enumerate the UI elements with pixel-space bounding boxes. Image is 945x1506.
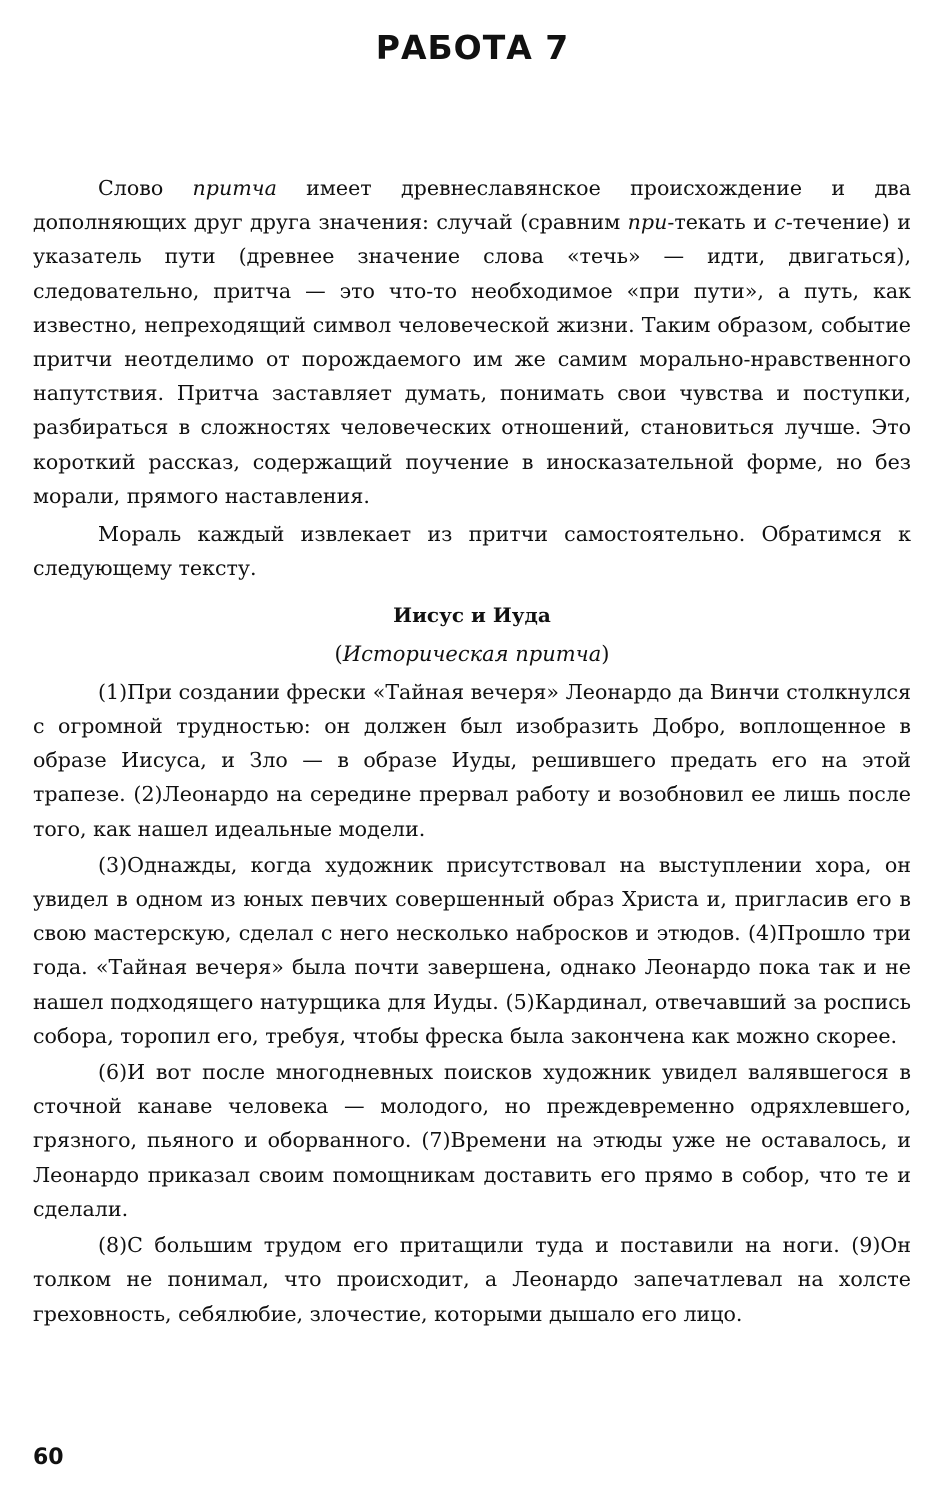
text-span: имеет древнеславянское происхождение и два дополняющих друг друга значения: случай (сравним <box>33 176 911 235</box>
text-span: Слово <box>98 176 193 200</box>
story-subtitle <box>33 637 911 671</box>
subtitle-text: Историческая притча <box>342 641 602 666</box>
italic-word: при <box>627 210 668 235</box>
intro-paragraph-2: Мораль каждый извлекает из притчи самостоятельно. Обратимся к следующему тексту. <box>33 522 911 581</box>
story-title: Иисус и Иуда <box>393 603 551 628</box>
paren: ) <box>601 641 610 666</box>
text-span: -текать и <box>667 210 775 235</box>
story-paragraph: (8)С большим трудом его притащили туда и поставили на ноги. (9)Он толком не понимал, что происходит, а Леонардо запечатлевал на холсте греховность, себялюбие, злочестие, которыми дышало его лицо. <box>33 1233 911 1326</box>
paren: ( <box>334 641 343 666</box>
story-paragraph: (3)Однажды, когда художник присутствовал на выступлении хора, он увидел в одном из юных певчих совершенный образ Христа и, пригласив его в свою мастерскую, сделал с него несколько набросков и этюдов. (4)Прошло три года. «Тайная вечеря» была почти завершена, однако Леонардо пока так и не нашел подходящего натурщика для Иуды. (5)Кардинал, отвечавший за роспись собора, торопил его, требуя, чтобы фреска была закончена как можно скорее. <box>33 852 911 1048</box>
story-paragraph: (6)И вот после многодневных поисков художник увидел валявшегося в сточной канаве человека — молодого, но преждевременно одряхлевшего, грязного, пьяного и оборванного. (7)Времени на этюды уже не оставалось, и Леонардо приказал своим помощникам доставить его прямо в собор, что те и сделали. <box>33 1060 911 1221</box>
text-body <box>33 171 911 1331</box>
story-paragraph: (1)При создании фрески «Тайная вечеря» Леонардо да Винчи столкнулся с огромной трудностью: он должен был изобразить Добро, воплощенное в образе Иисуса, и Зло — в образе Иуды, решившего предать его на этой трапезе. (2)Леонардо на середине прервал работу и возобновил ее лишь после того, как нашел идеальные модели. <box>33 679 911 841</box>
italic-word: с <box>774 210 786 235</box>
italic-word: притча <box>192 176 277 200</box>
intro-paragraph-1 <box>33 171 911 513</box>
text-span: -течение) и указатель пути (древнее значение слова «течь» — идти, двигаться), следовательно, притча — это что-то необходимое «при пути», а путь, как известно, непреходящий символ человеческой жизни. Таким образом, событие притчи неотделимо от порождаемого им же самим морально-нравственного напутствия. Притча заставляет думать, понимать свои чувства и поступки, разбираться в сложностях человеческих отношений, становиться лучше. Это короткий рассказ, содержащий поучение в иносказательной форме, но без морали, прямого наставления. <box>33 210 911 508</box>
page-number: 60 <box>33 1445 64 1470</box>
page-title: РАБОТА 7 <box>375 28 570 67</box>
